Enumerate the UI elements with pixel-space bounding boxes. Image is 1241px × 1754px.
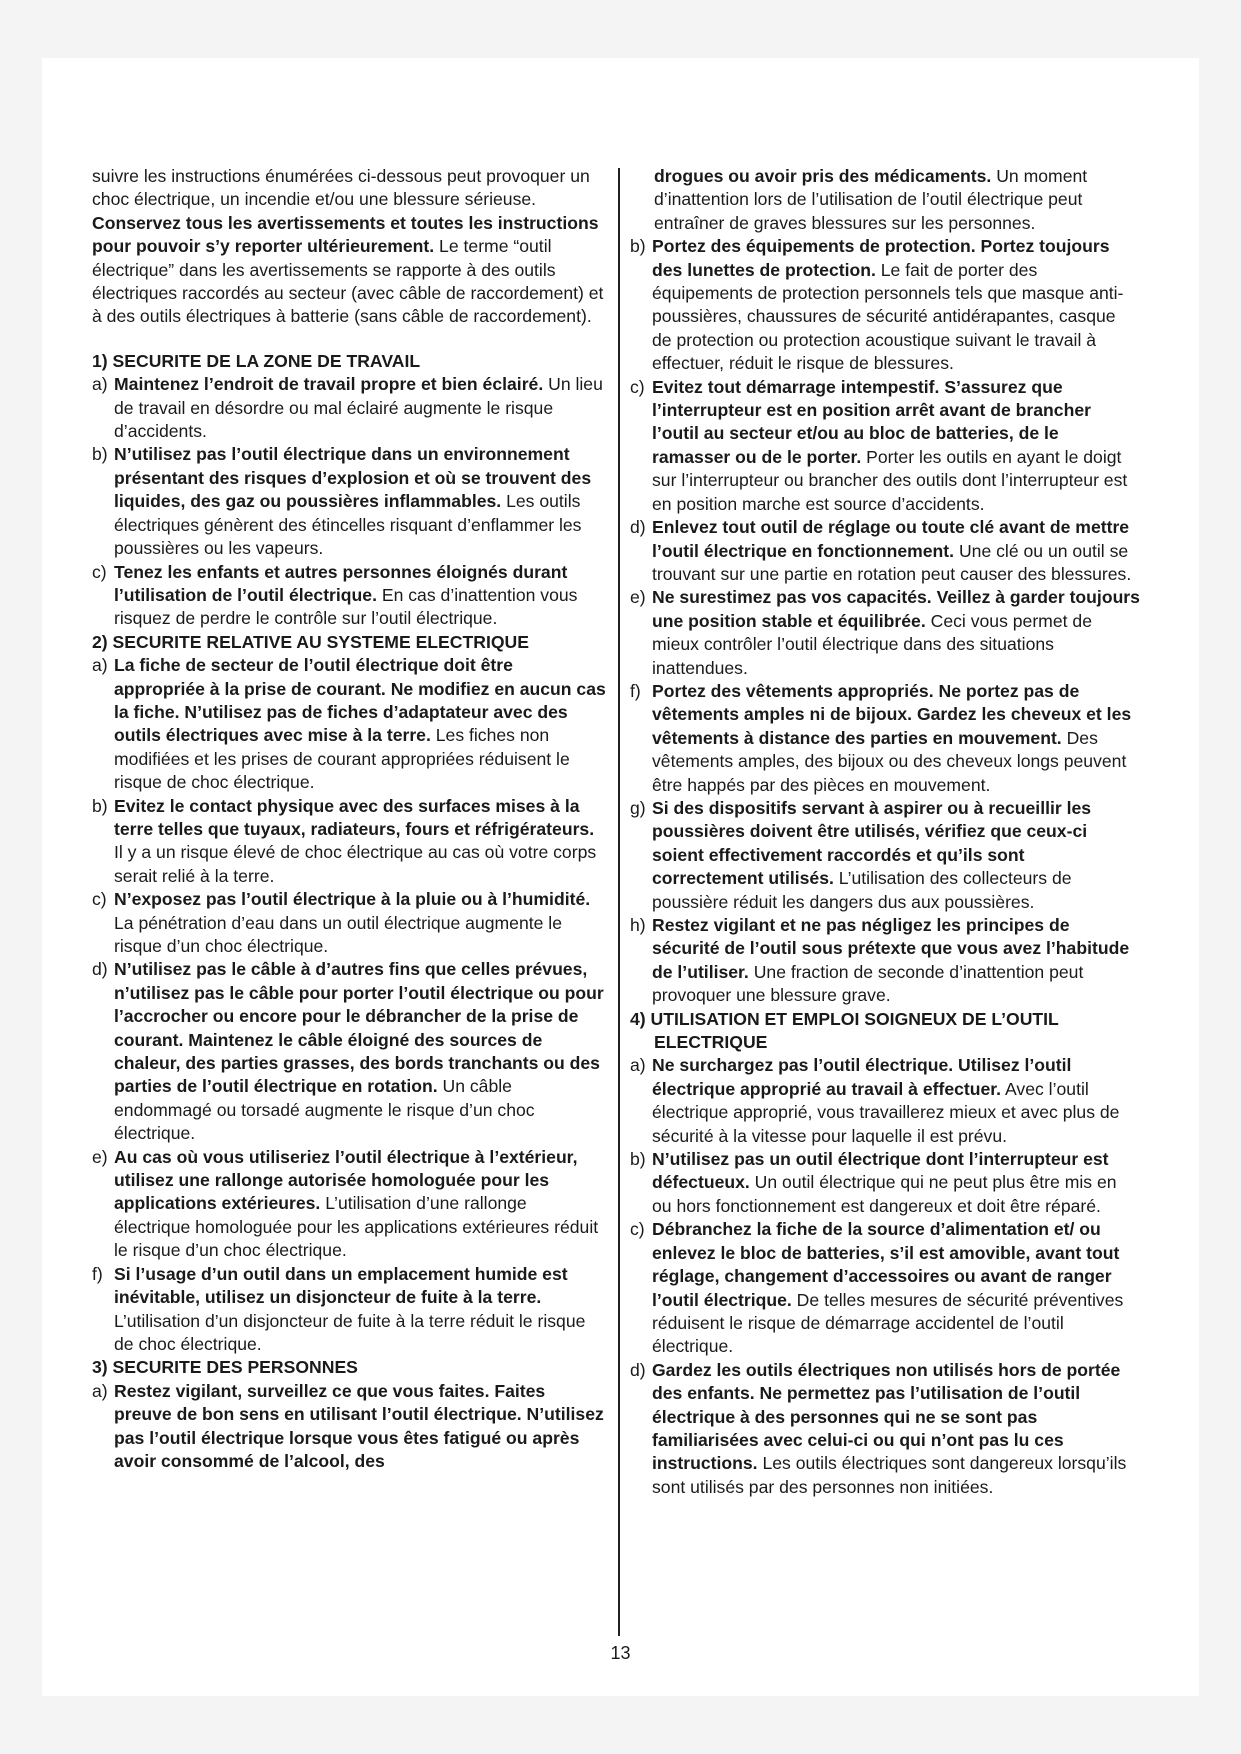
list-item: c) Tenez les enfants et autres personnes éloignés durant l’utilisation de l’outil électrique. En cas d’inattention vous risquez de perdre le contrôle sur l’outil électrique. (92, 561, 578, 629)
list-item: c) Débranchez la fiche de la source d’alimentation et/ ou enlevez le bloc de batteries, s’il est amovible, avant tout réglage, changement d’accessoires ou avant de ranger l’outil électrique. De telles mesures de sécurité préventives réduisent le risque de démarrage accidentel de l’outil électrique. (630, 1219, 1124, 1357)
list-item: f) Si l’usage d’un outil dans un emplacement humide est inévitable, utilisez un disjoncteur de fuite à la terre. L’utilisation d’un disjoncteur de fuite à la terre réduit le risque de choc électrique. (92, 1263, 586, 1354)
list-item: h) Restez vigilant et ne pas négligez les principes de sécurité de l’outil sous prétexte que vous avez l’habitude de l’utiliser. Une fraction de seconde d’inattention peut provoquer une blessure grave. (630, 915, 1130, 1006)
list-item: a) Ne surchargez pas l’outil électrique. Utilisez l’outil électrique approprié au travail à effectuer. Avec l’outil électrique approprié, vous travaillerez mieux et avec plus de sécurité à la vitesse pour laquelle il est prévu. (630, 1055, 1120, 1146)
list-item: e) Ne surestimez pas vos capacités. Veillez à garder toujours une position stable et équilibrée. Ceci vous permet de mieux contrôler l’outil électrique dans des situations inattendues. (630, 587, 1140, 678)
list-item: a) Restez vigilant, surveillez ce que vous faites. Faites preuve de bon sens en utilisant l’outil électrique. N’utilisez pas l’outil électrique lorsque vous êtes fatigué ou après avoir consommé de l’alcool, des (92, 1380, 604, 1471)
intro-text-2: Le terme “outil électrique” dans les avertissements se rapporte à des outils électriques raccordés au secteur (avec câble de raccordement) et à des outils électriques à batterie (sans câble de raccordement). (92, 236, 604, 327)
list-item: d) Enlevez tout outil de réglage ou toute clé avant de mettre l’outil électrique en fonctionnement. Une clé ou un outil se trouvant sur une partie en rotation peut causer des blessures. (630, 517, 1132, 584)
page-number: 13 (610, 1643, 631, 1663)
continued-item: drogues ou avoir pris des médicaments. Un moment d’inattention lors de l’utilisation de l’outil électrique peut entraîner de graves blessures sur les personnes. (654, 166, 1088, 233)
section-title-4-line2: ELECTRIQUE (654, 1032, 768, 1053)
list-item: d) N’utilisez pas le câble à d’autres fins que celles prévues, n’utilisez pas le câble pour porter l’outil électrique ou pour l’accrocher ou encore pour le débrancher de la prise de courant. Maintenez le câble éloigné des sources de chaleur, des parties grasses, des bords tranchants ou des parties de l’outil électrique en rotation. Un câble endommagé ou torsadé augmente le risque d’un choc électrique. (92, 959, 604, 1144)
intro-bold: Conservez tous les avertissements et toutes les instructions pour pouvoir s’y reporter ultérieurement. (92, 212, 599, 257)
column-divider (618, 168, 620, 1636)
list-item: b) N’utilisez pas un outil électrique dont l’interrupteur est défectueux. Un outil électrique qui ne peut plus être mis en ou hors fonctionnement est dangereux et doit être réparé. (630, 1149, 1117, 1216)
intro-text: suivre les instructions énumérées ci-dessous peut provoquer un choc électrique, un incendie et/ou une blessure sérieuse. (92, 166, 590, 210)
section-title-2: 2) SECURITE RELATIVE AU SYSTEME ELECTRIQUE (92, 631, 529, 652)
list-item: b) Portez des équipements de protection. Portez toujours des lunettes de protection. Le fait de porter des équipements de protection personnels tels que masque anti-poussières, chaussures de sécurité antidérapantes, casque de protection ou protection acoustique suivant le travail à effectuer, réduit le risque de blessures. (630, 236, 1124, 374)
right-column (630, 165, 1140, 1499)
list-item: b) N’utilisez pas l’outil électrique dans un environnement présentant des risques d’explosion et où se trouvent des liquides, des gaz ou poussières inflammables. Les outils électriques génèrent des étincelles risquant d’enflammer les poussières ou les vapeurs. (92, 444, 592, 559)
section-title-4: 4) UTILISATION ET EMPLOI SOIGNEUX DE L’OUTIL (630, 1008, 1059, 1029)
intro-paragraph (92, 165, 607, 329)
left-column (92, 165, 607, 1473)
list-item: g) Si des dispositifs servant à aspirer ou à recueillir les poussières doivent être utilisés, vérifiez que ceux-ci soient effectivement raccordés et qu’ils sont correctement utilisés. L’utilisation des collecteurs de poussière réduit les dangers dus aux poussières. (630, 797, 1092, 912)
list-item: a) Maintenez l’endroit de travail propre et bien éclairé. Un lieu de travail en désordre ou mal éclairé augmente le risque d’accidents. (92, 374, 603, 442)
list-item: f) Portez des vêtements appropriés. Ne portez pas de vêtements amples ni de bijoux. Gardez les cheveux et les vêtements à distance des parties en mouvement. Des vêtements amples, des bijoux ou des cheveux longs peuvent être happés par des pièces en mouvement. (630, 680, 1132, 795)
section-title-1: 1) SECURITE DE LA ZONE DE TRAVAIL (92, 350, 421, 371)
list-item: d) Gardez les outils électriques non utilisés hors de portée des enfants. Ne permettez pas l’utilisation de l’outil électrique à des personnes qui ne se sont pas familiarisées avec celui-ci ou qui n’ont pas lu ces instructions. Les outils électriques sont dangereux lorsqu’ils sont utilisés par des personnes non initiées. (630, 1359, 1127, 1497)
list-item: c) Evitez tout démarrage intempestif. S’assurez que l’interrupteur est en position arrêt avant de brancher l’outil au secteur et/ou au bloc de batteries, de le ramasser ou de le porter. Porter les outils en ayant le doigt sur l’interrupteur ou brancher des outils dont l’interrupteur est en position marche est source d’accidents. (630, 376, 1128, 514)
list-item: a) La fiche de secteur de l’outil électrique doit être appropriée à la prise de courant. Ne modifiez en aucun cas la fiche. N’utilisez pas de fiches d’adaptateur avec des outils électriques avec mise à la terre. Les fiches non modifiées et les prises de courant appropriées réduisent le risque de choc électrique. (92, 655, 606, 793)
section-title-3: 3) SECURITE DES PERSONNES (92, 1357, 358, 1378)
list-item: c) N’exposez pas l’outil électrique à la pluie ou à l’humidité. La pénétration d’eau dans un outil électrique augmente le risque d’un choc électrique. (92, 889, 591, 956)
list-item: b) Evitez le contact physique avec des surfaces mises à la terre telles que tuyaux, radiateurs, fours et réfrigérateurs. Il y a un risque élevé de choc électrique au cas où votre corps serait relié à la terre. (92, 795, 597, 886)
list-item: e) Au cas où vous utiliseriez l’outil électrique à l’extérieur, utilisez une rallonge autorisée homologuée pour les applications extérieures. L’utilisation d’une rallonge électrique homologuée pour les applications extérieures réduit le risque d’un choc électrique. (92, 1146, 599, 1261)
